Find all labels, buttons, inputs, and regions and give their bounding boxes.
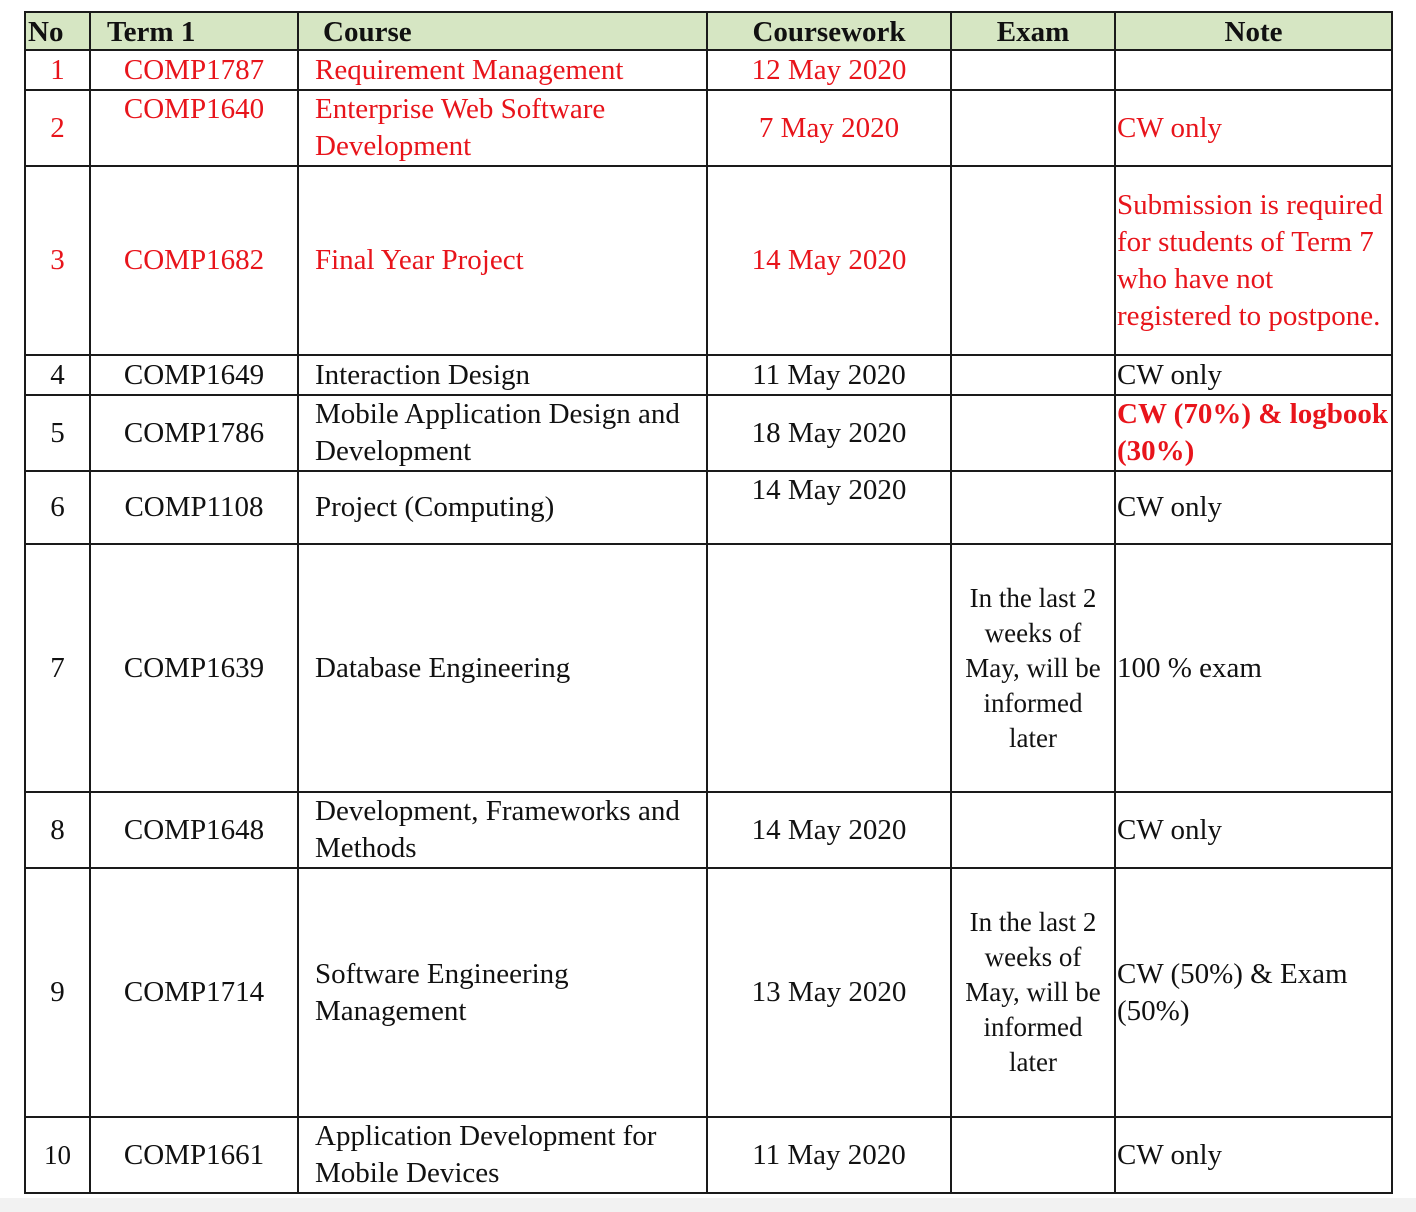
header-term: Term 1 — [90, 12, 298, 50]
cell-coursework: 13 May 2020 — [707, 868, 951, 1117]
cell-course: Development, Frameworks and Methods — [298, 792, 707, 868]
cell-no: 7 — [25, 544, 90, 792]
cell-course: Interaction Design — [298, 355, 707, 395]
cell-note: CW only — [1115, 1117, 1392, 1193]
table-row — [25, 471, 1392, 544]
table-row — [25, 166, 1392, 355]
cell-no: 6 — [25, 471, 90, 544]
table-row — [25, 395, 1392, 471]
cell-exam — [951, 166, 1115, 355]
cell-note: CW only — [1115, 355, 1392, 395]
cell-no: 5 — [25, 395, 90, 471]
cell-exam — [951, 1117, 1115, 1193]
cell-code: COMP1640 — [90, 90, 298, 166]
cell-code: COMP1682 — [90, 166, 298, 355]
cell-coursework: 14 May 2020 — [707, 471, 951, 544]
cell-coursework: 7 May 2020 — [707, 90, 951, 166]
header-note: Note — [1115, 12, 1392, 50]
cell-exam — [951, 90, 1115, 166]
cell-code: COMP1648 — [90, 792, 298, 868]
cell-exam: In the last 2 weeks of May, will be informed later — [951, 544, 1115, 792]
cell-coursework: 11 May 2020 — [707, 1117, 951, 1193]
cell-exam — [951, 355, 1115, 395]
cell-course: Enterprise Web Software Development — [298, 90, 707, 166]
cell-course: Database Engineering — [298, 544, 707, 792]
page-bottom-strip — [0, 1198, 1416, 1212]
table-row — [25, 544, 1392, 792]
table-row — [25, 792, 1392, 868]
cell-coursework: 14 May 2020 — [707, 792, 951, 868]
header-coursework: Coursework — [707, 12, 951, 50]
table-row — [25, 50, 1392, 90]
header-row — [25, 12, 1392, 50]
cell-note: CW (70%) & logbook (30%) — [1115, 395, 1392, 471]
cell-coursework: 14 May 2020 — [707, 166, 951, 355]
cell-no: 1 — [25, 50, 90, 90]
table-header — [25, 12, 1392, 50]
cell-note: Submission is required for students of Term 7 who have not registered to postpone. — [1115, 166, 1392, 355]
exam-schedule-table — [24, 11, 1393, 1194]
cell-exam — [951, 792, 1115, 868]
cell-exam — [951, 471, 1115, 544]
cell-coursework — [707, 544, 951, 792]
cell-exam — [951, 50, 1115, 90]
table-row — [25, 355, 1392, 395]
table-row — [25, 1117, 1392, 1193]
cell-course: Project (Computing) — [298, 471, 707, 544]
cell-no: 4 — [25, 355, 90, 395]
cell-note: CW (50%) & Exam (50%) — [1115, 868, 1392, 1117]
cell-code: COMP1786 — [90, 395, 298, 471]
cell-code: COMP1661 — [90, 1117, 298, 1193]
cell-no: 10 — [25, 1117, 90, 1193]
cell-no: 2 — [25, 90, 90, 166]
header-course: Course — [298, 12, 707, 50]
cell-code: COMP1639 — [90, 544, 298, 792]
cell-code: COMP1108 — [90, 471, 298, 544]
cell-note: CW only — [1115, 471, 1392, 544]
cell-course: Application Development for Mobile Devices — [298, 1117, 707, 1193]
cell-note — [1115, 50, 1392, 90]
cell-course: Software Engineering Management — [298, 868, 707, 1117]
table-row — [25, 868, 1392, 1117]
cell-note: CW only — [1115, 792, 1392, 868]
cell-coursework: 18 May 2020 — [707, 395, 951, 471]
cell-no: 8 — [25, 792, 90, 868]
cell-code: COMP1787 — [90, 50, 298, 90]
cell-code: COMP1649 — [90, 355, 298, 395]
cell-no: 9 — [25, 868, 90, 1117]
header-exam: Exam — [951, 12, 1115, 50]
cell-course: Requirement Management — [298, 50, 707, 90]
table-row — [25, 90, 1392, 166]
cell-exam — [951, 395, 1115, 471]
cell-coursework: 11 May 2020 — [707, 355, 951, 395]
cell-course: Final Year Project — [298, 166, 707, 355]
cell-coursework: 12 May 2020 — [707, 50, 951, 90]
header-no: No — [25, 12, 90, 50]
cell-exam: In the last 2 weeks of May, will be informed later — [951, 868, 1115, 1117]
cell-note: CW only — [1115, 90, 1392, 166]
cell-note: 100 % exam — [1115, 544, 1392, 792]
cell-no: 3 — [25, 166, 90, 355]
cell-course: Mobile Application Design and Development — [298, 395, 707, 471]
cell-code: COMP1714 — [90, 868, 298, 1117]
